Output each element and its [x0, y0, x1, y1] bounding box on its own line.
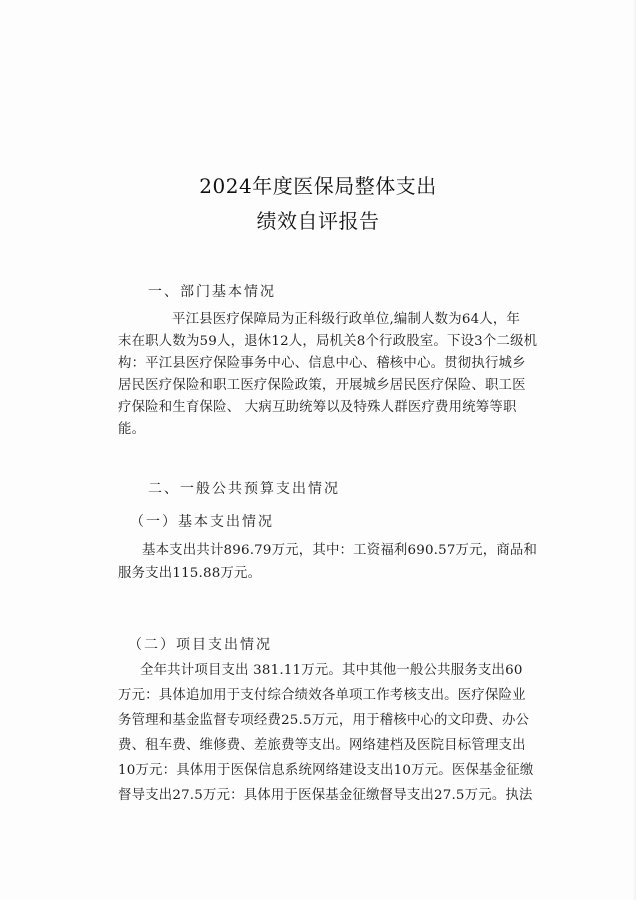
section1-line-4: 居民医疗保险和职工医疗保险政策，开展城乡居民医疗保险、职工医 — [118, 378, 526, 393]
sub2-line-4: 费、租车费、维修费、差旅费等支出。网络建档及医院目标管理支出 — [118, 738, 526, 753]
sub2-line-5: 10万元：具体用于医保信息系统网络建设支出10万元。医保基金征缴 — [118, 763, 534, 778]
section2-sub1-heading: （一）基本支出情况 — [130, 514, 274, 530]
document-title-line1: 2024年度医保局整体支出 — [199, 174, 437, 198]
sub2-line-3: 务管理和基金监督专项经费25.5万元，用于稽核中心的文印费、办公 — [118, 713, 530, 728]
sub1-line-2: 服务支出115.88万元。 — [118, 566, 262, 581]
section1-line-2: 末在职人数为59人，退休12人，局机关8个行政股室。下设3个二级机 — [118, 334, 538, 349]
sub2-line-6: 督导支出27.5万元：具体用于医保基金征缴督导支出27.5万元。执法 — [118, 788, 533, 803]
section1-line-5: 疗保险和生育保险、 大病互助统筹以及特殊人群医疗费用统筹等职 — [118, 400, 517, 415]
section1-line-3: 构：平江县医疗保险事务中心、信息中心、稽核中心。贯彻执行城乡 — [118, 356, 526, 371]
section1-line-6: 能。 — [118, 422, 146, 437]
sub1-line-1: 基本支出共计896.79万元，其中：工资福利690.57万元，商品和 — [142, 543, 538, 558]
sub2-line-2: 万元：具体追加用于支付综合绩效各单项工作考核支出。医疗保险业 — [118, 688, 526, 703]
sub2-line-1: 全年共计项目支出 381.11万元。其中其他一般公共服务支出60 — [140, 663, 523, 678]
section1-line-1: 平江县医疗保障局为正科级行政单位,编制人数为64人，年 — [172, 312, 521, 327]
scan-edge — [632, 0, 636, 900]
section1-heading: 一、部门基本情况 — [148, 284, 276, 300]
document-title-line2: 绩效自评报告 — [256, 209, 380, 233]
section2-heading: 二、一般公共预算支出情况 — [148, 481, 340, 497]
section2-sub2-heading: （二）项目支出情况 — [128, 637, 272, 653]
